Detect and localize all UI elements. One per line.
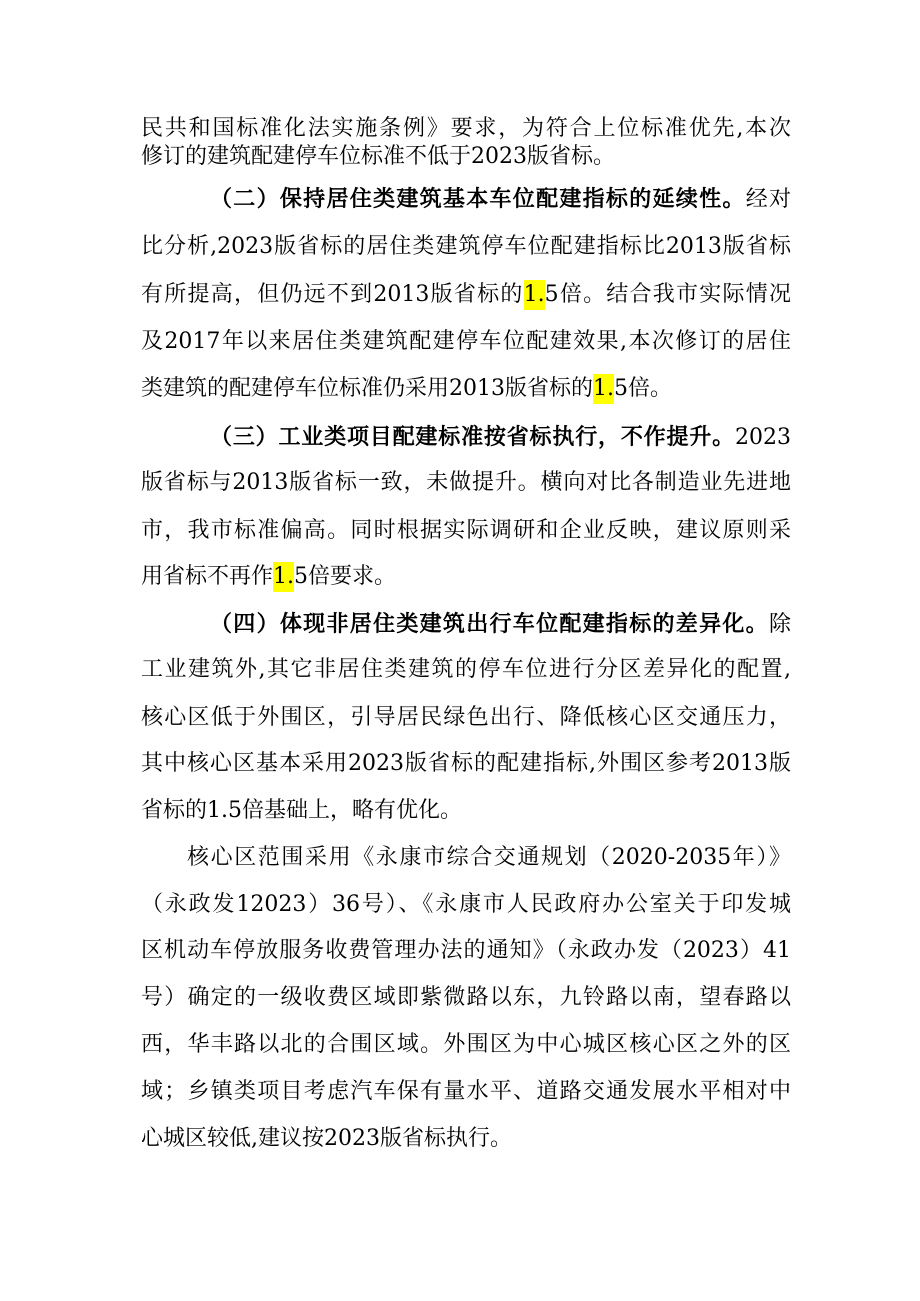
section2-line1-tail: 经对 bbox=[745, 187, 791, 212]
section2-line3-post: 5倍。结合我市实际情况 bbox=[544, 282, 791, 307]
section3-line4-pre: 用省标不再作 bbox=[141, 564, 274, 589]
section2-line-3 bbox=[141, 280, 791, 310]
section2-heading: （二）保持居住类建筑基本车位配建指标的延续性。 bbox=[210, 186, 746, 212]
section3-line-4 bbox=[141, 562, 791, 592]
section4-line-3: 核心区低于外围区，引导居民绿色出行、降低核心区交通压力， bbox=[141, 705, 791, 730]
section4-line-2: 工业建筑外,其它非居住类建筑的停车位进行分区差异化的配置, bbox=[141, 657, 791, 682]
section3-line-3: 市，我市标准偏高。同时根据实际调研和企业反映，建议原则采 bbox=[141, 518, 791, 543]
section2-line5-pre: 类建筑的配建停车位标准仍采用2013版省标的 bbox=[141, 376, 593, 401]
core-line-6: 域；乡镇类项目考虑汽车保有量水平、道路交通发展水平相对中 bbox=[141, 1079, 791, 1104]
core-line-4: 号）确定的一级收费区域即紫微路以东，九铃路以南，望春路以 bbox=[141, 985, 791, 1010]
core-line-3: 区机动车停放服务收费管理办法的通知》（永政办发（2023）41 bbox=[141, 938, 791, 963]
section4-line-4: 其中核心区基本采用2023版省标的配建指标,外围区参考2013版 bbox=[141, 751, 791, 776]
section2-line-1 bbox=[210, 184, 791, 214]
highlight-mark: 1. bbox=[273, 562, 294, 592]
section3-line4-post: 5倍要求。 bbox=[294, 564, 397, 589]
section2-line-2: 比分析,2023版省标的居住类建筑停车位配建指标比2013版省标 bbox=[141, 234, 791, 259]
intro-line-1: 民共和国标准化法实施条例》要求，为符合上位标准优先,本次 bbox=[141, 116, 791, 141]
section2-line-5 bbox=[141, 374, 791, 404]
section4-line-5: 省标的1.5倍基础上，略有优化。 bbox=[141, 798, 462, 823]
highlight-mark: 1. bbox=[524, 280, 545, 310]
section4-heading: （四）体现非居住类建筑出行车位配建指标的差异化。 bbox=[210, 611, 769, 637]
intro-line-2: 修订的建筑配建停车位标准不低于2023版省标。 bbox=[141, 144, 615, 169]
section3-line-1 bbox=[210, 422, 791, 452]
highlight-mark: 1. bbox=[593, 374, 614, 404]
core-line-5: 西，华丰路以北的合围区域。外围区为中心城区核心区之外的区 bbox=[141, 1032, 791, 1057]
section3-line-2: 版省标与2013版省标一致，未做提升。横向对比各制造业先进地 bbox=[141, 470, 791, 495]
section4-line-1 bbox=[210, 609, 791, 639]
section3-line1-tail: 2023 bbox=[735, 425, 791, 450]
section2-line3-pre: 有所提高，但仍远不到2013版省标的 bbox=[141, 282, 524, 307]
section3-heading: （三）工业类项目配建标准按省标执行，不作提升。 bbox=[210, 424, 735, 450]
section4-line1-tail: 除 bbox=[768, 612, 791, 637]
core-line-1: 核心区范围采用《永康市综合交通规划（2020-2035年）》 bbox=[187, 845, 791, 870]
section2-line-4: 及2017年以来居住类建筑配建停车位配建效果,本次修订的居住 bbox=[141, 329, 791, 354]
core-line-7: 心城区较低,建议按2023版省标执行。 bbox=[141, 1126, 512, 1151]
section2-line5-post: 5倍。 bbox=[614, 376, 672, 401]
core-line-2: （永政发12023）36号）、《永康市人民政府办公室关于印发城 bbox=[141, 892, 791, 917]
